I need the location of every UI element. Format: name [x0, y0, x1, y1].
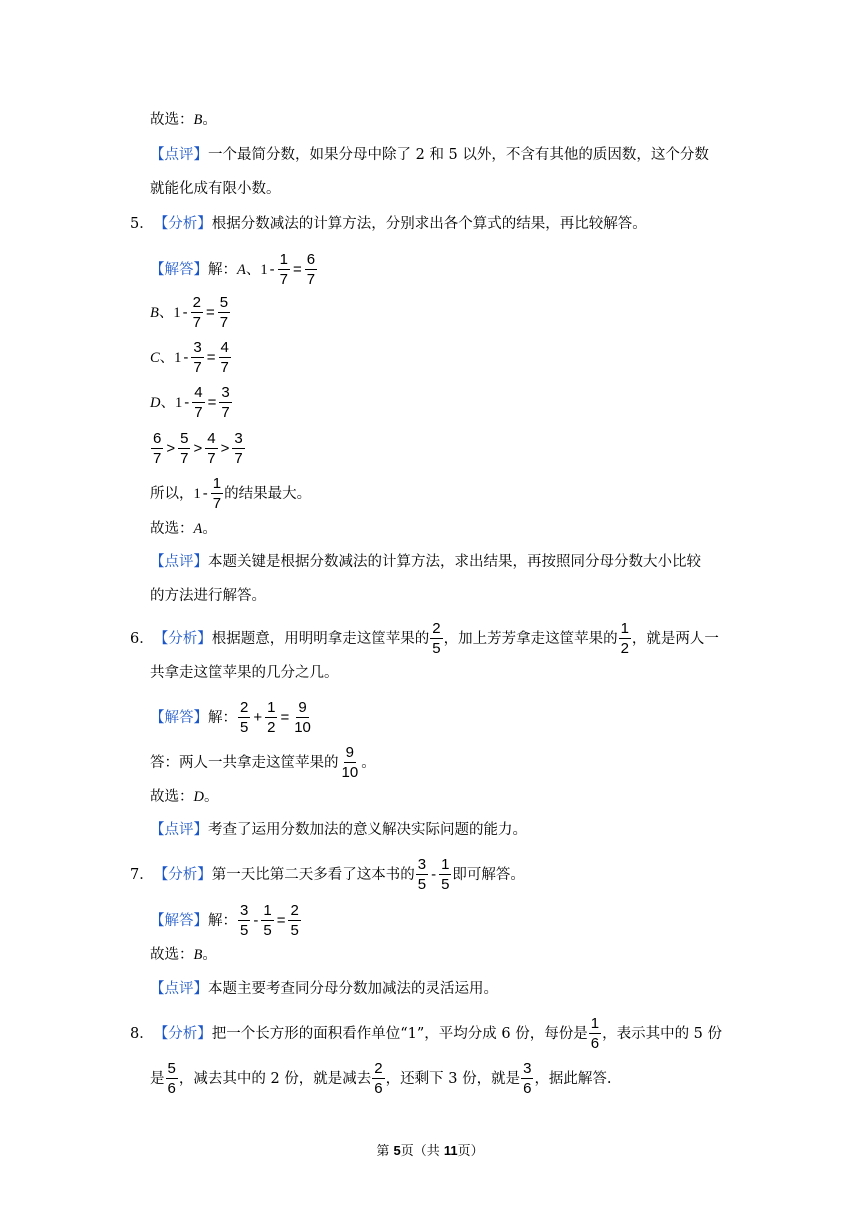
review-line-q4-cont — [150, 180, 281, 198]
denominator: 7 — [194, 404, 203, 421]
minus-sign: - — [269, 260, 275, 278]
denominator: 5 — [290, 922, 299, 939]
denominator: 6 — [167, 1080, 176, 1097]
fraction — [305, 252, 317, 287]
choice-prefix: 故选： — [150, 947, 194, 963]
denominator: 2 — [620, 640, 629, 657]
solution-prefix: 解： — [208, 261, 237, 278]
equals-sign: = — [276, 911, 286, 929]
analysis-text: 根据分数减法的计算方法，分别求出各个算式的结果，再比较解答。 — [211, 216, 647, 232]
plus-sign: + — [253, 708, 263, 726]
choice-line-q7 — [150, 946, 217, 964]
minus-sign: - — [183, 348, 189, 366]
review-tag: 【点评】 — [150, 147, 208, 163]
page-total: 11 — [443, 1143, 458, 1158]
analysis-text: ，据此解答. — [534, 1070, 612, 1087]
period: 。 — [202, 947, 217, 963]
denominator: 5 — [432, 640, 441, 657]
review-text: 一个最简分数，如果分母中除了 2 和 5 以外，不含有其他的质因数，这个分数 — [208, 147, 709, 163]
denominator: 7 — [153, 450, 162, 467]
denominator: 7 — [207, 450, 216, 467]
review-tag: 【点评】 — [150, 822, 208, 838]
choice-line-q6 — [150, 788, 218, 806]
option-label: D — [150, 394, 161, 411]
page-footer — [0, 1140, 860, 1159]
numerator: 5 — [180, 430, 189, 447]
number: 1 — [173, 304, 181, 321]
denominator: 7 — [220, 359, 229, 376]
review-line-q4 — [150, 146, 709, 164]
fraction — [439, 857, 451, 892]
minus-sign: - — [184, 393, 190, 411]
fraction — [238, 903, 250, 938]
fraction — [151, 431, 163, 466]
review-text: 本题关键是根据分数减法的计算方法，求出结果，再按照同分母分数大小比较 — [208, 554, 701, 570]
fraction — [278, 252, 290, 287]
numerator: 2 — [432, 620, 441, 637]
question-number: 5． — [130, 216, 154, 232]
comparison-line — [150, 431, 246, 466]
analysis-text: 把一个长方形的面积看作单位“1”，平均分成 6 份，每份是 — [211, 1025, 588, 1042]
conclusion-line — [150, 476, 311, 511]
denominator: 6 — [590, 1035, 600, 1052]
period: 。 — [203, 789, 219, 805]
fraction — [238, 700, 250, 735]
fraction — [166, 1061, 178, 1096]
question-number: 7． — [130, 866, 154, 883]
footer-text: 第 — [376, 1144, 394, 1159]
minus-sign: - — [431, 865, 437, 883]
fraction — [292, 700, 313, 735]
denominator: 7 — [193, 359, 202, 376]
numerator: 1 — [590, 1015, 600, 1032]
choice-answer: A — [193, 521, 203, 537]
separator: 、 — [245, 261, 261, 278]
denominator: 7 — [212, 495, 222, 512]
equals-sign: = — [206, 348, 216, 366]
analysis-text: ，还剩下 3 份，就是 — [385, 1070, 521, 1087]
reply-text: 答：两人一共拿走这筐苹果的 — [150, 754, 339, 771]
fraction — [288, 903, 300, 938]
fraction — [521, 1061, 533, 1096]
fraction — [265, 700, 277, 735]
denominator: 6 — [523, 1080, 532, 1097]
fraction — [416, 857, 428, 892]
denominator: 7 — [180, 450, 189, 467]
numerator: 2 — [240, 699, 249, 716]
equals-sign: = — [207, 393, 217, 411]
reply-line-q6 — [150, 745, 376, 780]
numerator: 3 — [240, 902, 249, 919]
analysis-text: 第一天比第二天多看了这本书的 — [211, 866, 415, 883]
fraction — [191, 340, 203, 375]
number: 1 — [174, 349, 182, 366]
numerator: 2 — [374, 1060, 383, 1077]
fraction — [219, 340, 231, 375]
period: 。 — [202, 112, 217, 128]
conclusion-prefix: 所以， — [150, 485, 194, 502]
minus-sign: - — [253, 911, 259, 929]
analysis-line-q8-cont — [150, 1061, 612, 1096]
numerator: 3 — [221, 384, 230, 401]
fraction — [619, 621, 631, 656]
solution-line-a — [150, 252, 318, 287]
choice-prefix: 故选： — [150, 521, 194, 537]
fraction — [372, 1061, 384, 1096]
review-text: 本题主要考查同分母分数加减法的灵活运用。 — [208, 981, 498, 997]
numerator: 1 — [267, 699, 276, 716]
greater-than-sign: > — [166, 439, 176, 457]
separator: 、 — [159, 349, 175, 366]
choice-answer: B — [193, 947, 203, 963]
solution-prefix: 解： — [208, 709, 237, 726]
fraction — [430, 621, 442, 656]
choice-prefix: 故选： — [150, 112, 194, 128]
fraction — [589, 1016, 601, 1051]
conclusion-text: 的结果最大。 — [224, 485, 312, 502]
choice-line-q4 — [150, 111, 217, 129]
numerator: 1 — [620, 620, 629, 637]
option-label: A — [237, 261, 246, 278]
analysis-tag: 【分析】 — [153, 1025, 212, 1042]
analysis-line-q6 — [130, 621, 719, 656]
numerator: 4 — [220, 339, 229, 356]
denominator: 10 — [294, 719, 311, 736]
review-tag: 【点评】 — [150, 981, 208, 997]
choice-answer: D — [193, 789, 204, 805]
equals-sign: = — [292, 260, 302, 278]
analysis-line-q6-cont — [150, 664, 339, 682]
review-line-q5-cont — [150, 587, 266, 605]
equals-sign: = — [280, 708, 290, 726]
review-text-cont: 的方法进行解答。 — [150, 588, 266, 604]
denominator: 7 — [221, 404, 230, 421]
review-line-q6 — [150, 821, 527, 839]
solution-line-q7 — [150, 903, 302, 938]
choice-line-q5 — [150, 520, 217, 538]
numerator: 2 — [192, 294, 201, 311]
footer-text: 页（共 — [400, 1144, 444, 1159]
fraction — [261, 903, 273, 938]
numerator: 6 — [153, 430, 162, 447]
numerator: 4 — [194, 384, 203, 401]
solution-line-b — [150, 295, 231, 330]
numerator: 9 — [298, 699, 307, 716]
fraction — [192, 385, 204, 420]
numerator: 1 — [441, 856, 450, 873]
number: 1 — [193, 485, 201, 502]
numerator: 1 — [263, 902, 272, 919]
fraction — [191, 295, 203, 330]
solution-tag: 【解答】 — [150, 261, 208, 278]
analysis-line-q8 — [130, 1016, 722, 1051]
period: 。 — [202, 521, 217, 537]
denominator: 5 — [240, 719, 249, 736]
fraction — [340, 745, 361, 780]
fraction — [219, 385, 231, 420]
analysis-tag: 【分析】 — [153, 630, 212, 647]
numerator: 5 — [219, 294, 229, 311]
numerator: 1 — [279, 251, 288, 268]
fraction — [205, 431, 217, 466]
denominator: 7 — [306, 271, 316, 288]
analysis-text: ，就是两人一 — [631, 630, 719, 647]
review-line-q7 — [150, 980, 498, 998]
analysis-tag: 【分析】 — [153, 866, 212, 883]
fraction — [211, 476, 223, 511]
fraction — [218, 295, 230, 330]
numerator: 3 — [234, 430, 243, 447]
review-text-cont: 就能化成有限小数。 — [150, 181, 281, 197]
solution-tag: 【解答】 — [150, 709, 208, 726]
solution-line-d — [150, 385, 233, 420]
numerator: 2 — [290, 902, 299, 919]
option-label: B — [150, 304, 159, 321]
number: 1 — [174, 394, 183, 411]
analysis-text: ，表示其中的 5 份 — [602, 1025, 723, 1042]
denominator: 7 — [279, 271, 288, 288]
numerator: 4 — [207, 430, 216, 447]
numerator: 5 — [167, 1060, 176, 1077]
solution-line-c — [150, 340, 232, 375]
review-text: 考查了运用分数加法的意义解决实际问题的能力。 — [208, 822, 527, 838]
review-line-q5 — [150, 553, 701, 571]
analysis-line-q5 — [130, 215, 647, 233]
analysis-line-q7 — [130, 857, 525, 892]
denominator: 5 — [240, 922, 249, 939]
page-number: 5 — [393, 1143, 401, 1158]
solution-tag: 【解答】 — [150, 912, 208, 929]
denominator: 5 — [441, 876, 450, 893]
separator: 、 — [160, 394, 175, 411]
numerator: 3 — [193, 339, 202, 356]
option-label: C — [150, 349, 160, 366]
denominator: 5 — [263, 922, 272, 939]
denominator: 7 — [192, 314, 201, 331]
numerator: 6 — [306, 251, 316, 268]
solution-line-q6 — [150, 700, 314, 735]
period: 。 — [361, 754, 376, 771]
solution-prefix: 解： — [208, 912, 237, 929]
review-tag: 【点评】 — [150, 554, 208, 570]
denominator: 5 — [417, 876, 427, 893]
fraction — [232, 431, 244, 466]
footer-text: 页） — [457, 1144, 484, 1159]
question-number: 6． — [130, 630, 154, 647]
analysis-text: 是 — [150, 1070, 165, 1087]
choice-answer: B — [193, 112, 203, 128]
choice-prefix: 故选： — [150, 789, 194, 805]
numerator: 9 — [345, 744, 355, 761]
denominator: 7 — [234, 450, 243, 467]
minus-sign: - — [182, 303, 188, 321]
analysis-text-cont: 共拿走这筐苹果的几分之几。 — [150, 665, 339, 681]
separator: 、 — [158, 304, 174, 321]
question-number: 8． — [130, 1025, 154, 1042]
analysis-text: 即可解答。 — [452, 866, 525, 883]
greater-than-sign: > — [220, 439, 230, 457]
denominator: 6 — [374, 1080, 383, 1097]
numerator: 1 — [212, 475, 222, 492]
numerator: 3 — [417, 856, 427, 873]
minus-sign: - — [202, 484, 208, 502]
analysis-text: ，加上芳芳拿走这筐苹果的 — [443, 630, 618, 647]
denominator: 10 — [341, 764, 359, 781]
denominator: 2 — [267, 719, 276, 736]
analysis-text: ，减去其中的 2 份，就是减去 — [178, 1070, 372, 1087]
analysis-tag: 【分析】 — [153, 216, 212, 232]
equals-sign: = — [205, 303, 215, 321]
fraction — [178, 431, 190, 466]
denominator: 7 — [219, 314, 229, 331]
analysis-text: 根据题意，用明明拿走这筐苹果的 — [211, 630, 430, 647]
numerator: 3 — [523, 1060, 532, 1077]
greater-than-sign: > — [193, 439, 203, 457]
number: 1 — [260, 261, 268, 278]
